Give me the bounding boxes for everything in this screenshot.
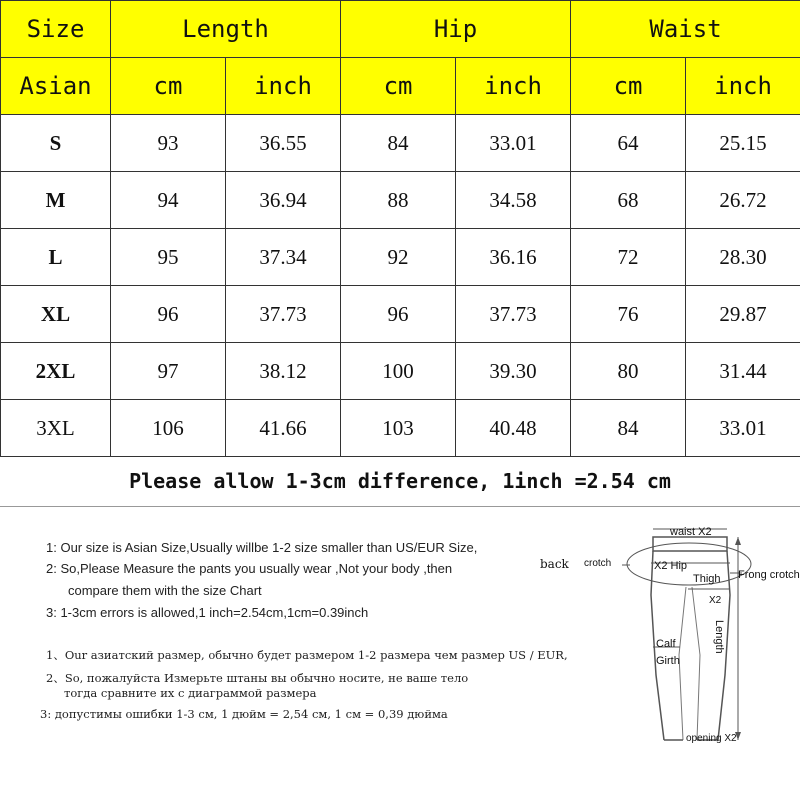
hip-label: X2 Hip (654, 560, 688, 572)
table-row (1, 229, 800, 286)
hip-inch: 39.30 (456, 343, 571, 400)
waist-inch: 29.87 (686, 286, 800, 343)
crotch-label: crotch (584, 558, 612, 569)
table-row (1, 400, 800, 457)
girth-label: Girth (656, 655, 680, 667)
waist-cm: 84 (571, 400, 686, 457)
instruction-en-3: 3: 1-3cm errors is allowed,1 inch=2.54cm,1cm=0.39inch (46, 605, 369, 620)
length-cm: 96 (111, 286, 226, 343)
length-inch: 41.66 (226, 400, 341, 457)
length-inch: 37.73 (226, 286, 341, 343)
length-cm: 94 (111, 172, 226, 229)
header-waist: Waist (571, 1, 800, 58)
instruction-ru-2a: 2、So, пожалуйста Измерьте штаны вы обычно носите, не ваше тело (46, 671, 469, 685)
hip-inch: 36.16 (456, 229, 571, 286)
front-crotch-label: Frong crotch (738, 569, 800, 581)
hip-cm: 103 (341, 400, 456, 457)
waist-inch: 25.15 (686, 115, 800, 172)
instruction-en-2a: 2: So,Please Measure the pants you usually wear ,Not your body ,then (46, 561, 453, 576)
size-label: 3XL (1, 400, 111, 457)
hip-inch: 37.73 (456, 286, 571, 343)
subheader-hip-cm: cm (341, 58, 456, 115)
opening-label: opening X2 (686, 733, 737, 744)
instruction-en-1: 1: Our size is Asian Size,Usually willbe 1-2 size smaller than US/EUR Size, (46, 540, 478, 555)
size-label: L (1, 229, 111, 286)
length-cm: 93 (111, 115, 226, 172)
instruction-ru-2b: тогда сравните их с диаграммой размера (64, 686, 317, 700)
hip-cm: 84 (341, 115, 456, 172)
back-label: back (540, 557, 569, 571)
size-label: XL (1, 286, 111, 343)
waist-inch: 31.44 (686, 343, 800, 400)
table-row (1, 115, 800, 172)
waist-inch: 28.30 (686, 229, 800, 286)
instruction-ru-3: 3: допустимы ошибки 1-3 см, 1 дюйм = 2,54 см, 1 см = 0,39 дюйма (40, 707, 448, 721)
length-label: Length (713, 620, 725, 654)
length-inch: 37.34 (226, 229, 341, 286)
instruction-ru-1: 1、Our азиатский размер, обычно будет размером 1-2 размера чем размер US / EUR, (46, 648, 568, 662)
hip-cm: 100 (341, 343, 456, 400)
subheader-hip-inch: inch (456, 58, 571, 115)
table-subheader-row (1, 58, 800, 115)
instructions-block (0, 506, 620, 800)
length-cm: 106 (111, 400, 226, 457)
subheader-length-inch: inch (226, 58, 341, 115)
table-row (1, 172, 800, 229)
length-cm: 95 (111, 229, 226, 286)
size-label: 2XL (1, 343, 111, 400)
thigh-label: Thigh (693, 573, 721, 585)
instruction-en-2b: compare them with the size Chart (68, 583, 262, 598)
length-cm: 97 (111, 343, 226, 400)
table-row (1, 286, 800, 343)
size-label: S (1, 115, 111, 172)
waist-cm: 64 (571, 115, 686, 172)
subheader-waist-inch: inch (686, 58, 800, 115)
length-inch: 36.94 (226, 172, 341, 229)
table-row (1, 343, 800, 400)
measurement-note: Please allow 1-3cm difference, 1inch =2.54 cm (0, 456, 800, 507)
subheader-region: Asian (1, 58, 111, 115)
size-label: M (1, 172, 111, 229)
subheader-length-cm: cm (111, 58, 226, 115)
length-inch: 38.12 (226, 343, 341, 400)
waist-inch: 26.72 (686, 172, 800, 229)
waist-cm: 68 (571, 172, 686, 229)
calf-label: Calf (656, 638, 676, 650)
hip-inch: 33.01 (456, 115, 571, 172)
waist-cm: 72 (571, 229, 686, 286)
length-inch: 36.55 (226, 115, 341, 172)
waist-cm: 80 (571, 343, 686, 400)
subheader-waist-cm: cm (571, 58, 686, 115)
hip-cm: 88 (341, 172, 456, 229)
pants-measurement-diagram (530, 515, 800, 800)
header-length: Length (111, 1, 341, 58)
thigh-x2-label: X2 (709, 595, 722, 606)
hip-inch: 40.48 (456, 400, 571, 457)
waist-label: waist X2 (670, 526, 712, 538)
header-size: Size (1, 1, 111, 58)
waist-cm: 76 (571, 286, 686, 343)
table-header-row (1, 1, 800, 58)
hip-cm: 92 (341, 229, 456, 286)
header-hip: Hip (341, 1, 571, 58)
waist-inch: 33.01 (686, 400, 800, 457)
hip-inch: 34.58 (456, 172, 571, 229)
hip-cm: 96 (341, 286, 456, 343)
